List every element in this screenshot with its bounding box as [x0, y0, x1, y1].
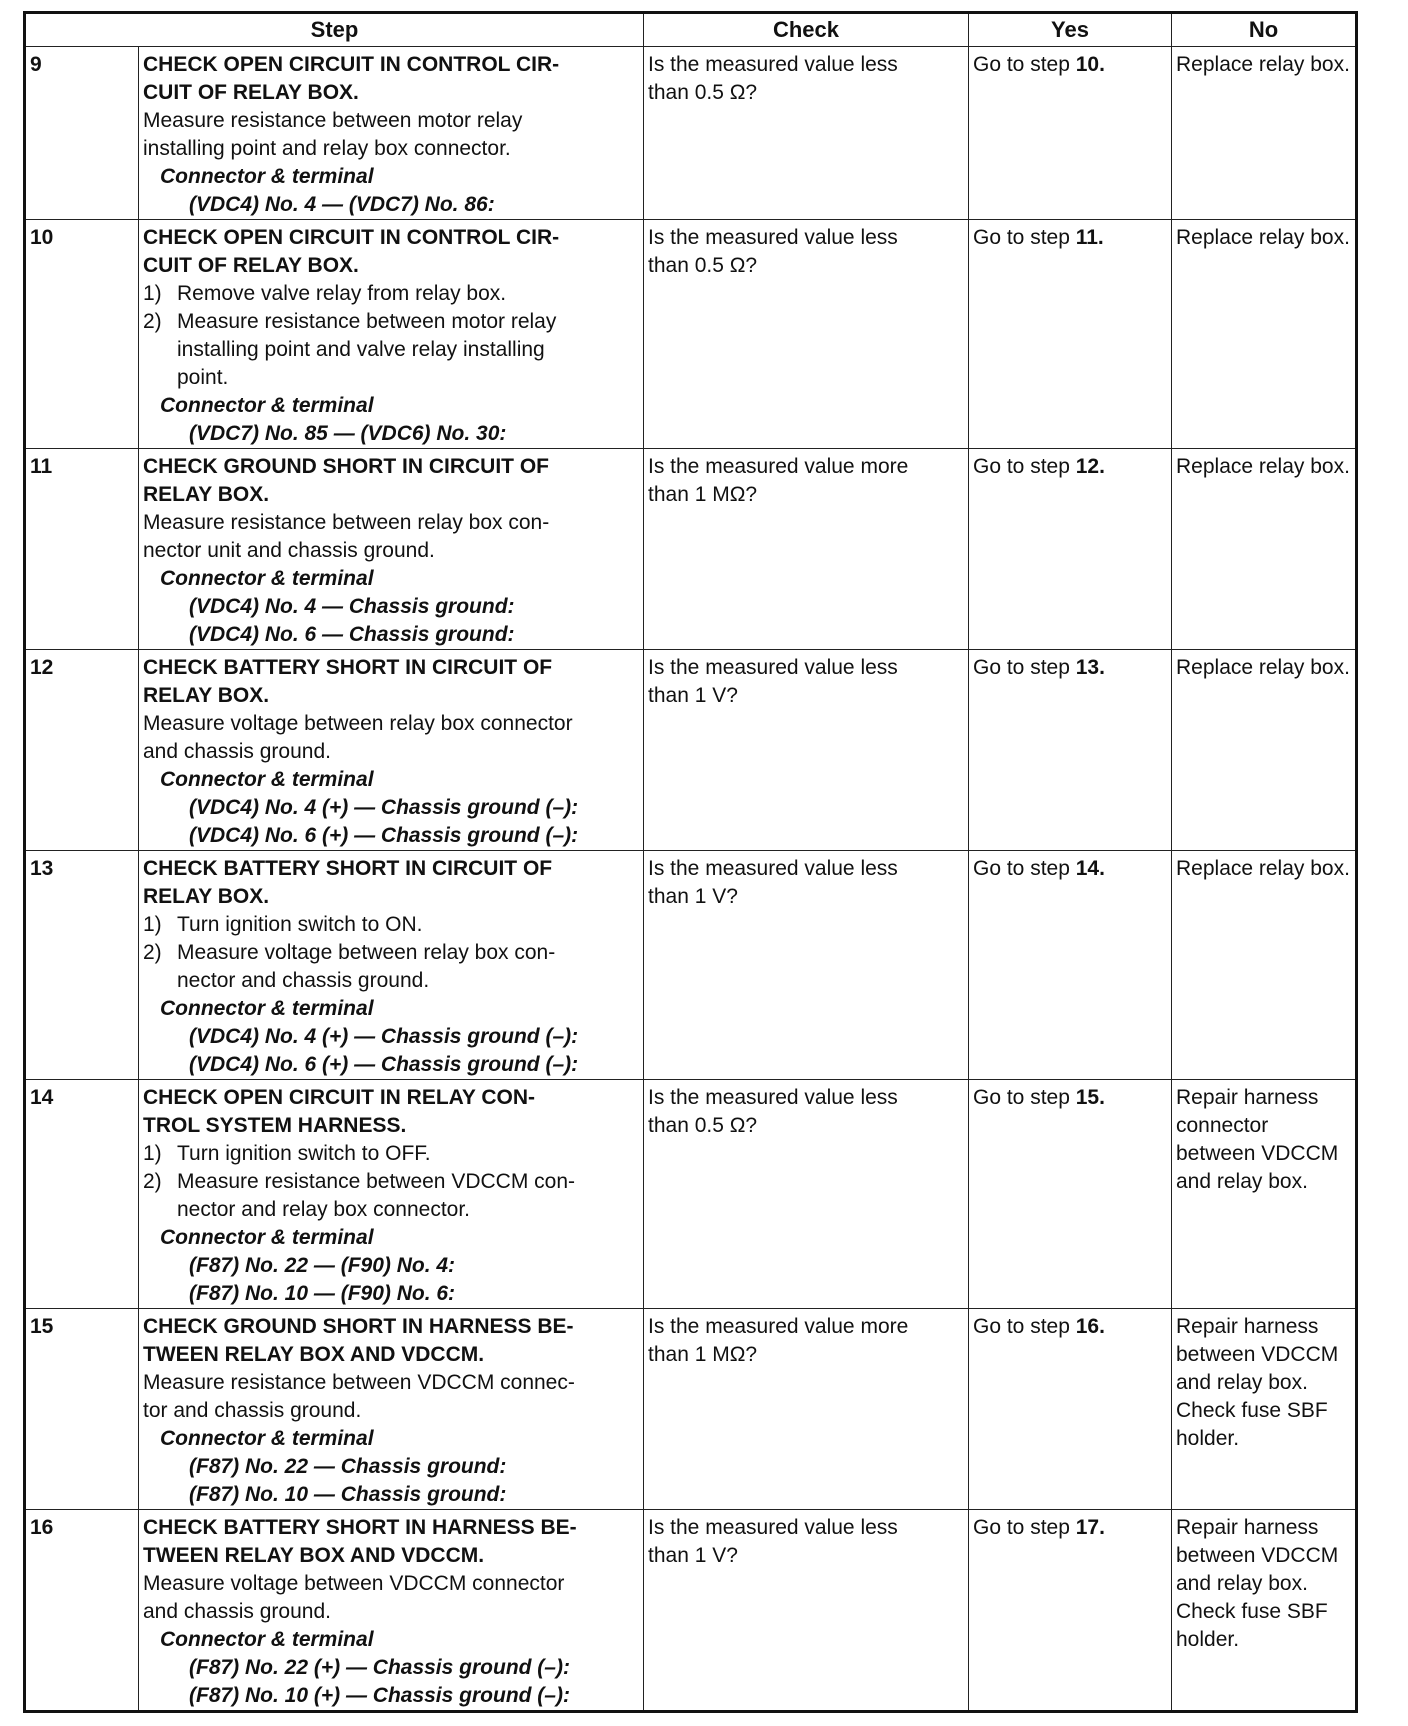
step-title-line: CUIT OF RELAY BOX.	[143, 254, 359, 277]
no-action-line: between VDCCM	[1176, 1343, 1339, 1366]
yes-cell	[969, 1309, 1172, 1510]
step-title-line: TROL SYSTEM HARNESS.	[143, 1114, 407, 1137]
no-action-line: between VDCCM	[1176, 1544, 1339, 1567]
step-title-line: CHECK OPEN CIRCUIT IN CONTROL CIR-	[143, 226, 560, 249]
step-number: 16	[25, 1510, 139, 1712]
substep-line	[143, 364, 639, 392]
step-title-line: TWEEN RELAY BOX AND VDCCM.	[143, 1343, 485, 1366]
step-number: 14	[25, 1080, 139, 1309]
substep-line	[143, 967, 639, 995]
step-title-line: RELAY BOX.	[143, 483, 270, 506]
no-cell	[1172, 1510, 1357, 1712]
connector-terminal-value: (VDC4) No. 6 (+) — Chassis ground (–):	[189, 824, 579, 847]
substep-text: point.	[177, 366, 229, 389]
header-yes: Yes	[969, 13, 1172, 47]
step-instruction-line: Measure resistance between VDCCM connec-	[143, 1371, 575, 1394]
connector-terminal-value: (VDC4) No. 4 — (VDC7) No. 86:	[189, 193, 495, 216]
check-question-line: Is the measured value less	[648, 1086, 898, 1109]
check-question-line: Is the measured value less	[648, 53, 898, 76]
no-cell	[1172, 1309, 1357, 1510]
check-question-line: Is the measured value less	[648, 226, 898, 249]
check-question-line: than 1 V?	[648, 684, 738, 707]
substep-text: Turn ignition switch to OFF.	[177, 1142, 431, 1165]
step-title-line: TWEEN RELAY BOX AND VDCCM.	[143, 1544, 485, 1567]
step-description	[139, 851, 644, 1080]
connector-terminal-value: (F87) No. 10 (+) — Chassis ground (–):	[189, 1684, 570, 1707]
yes-cell	[969, 220, 1172, 449]
check-question-line: Is the measured value more	[648, 1315, 909, 1338]
substep-text: installing point and valve relay installing	[177, 338, 545, 361]
check-question-line: than 0.5 Ω?	[648, 254, 758, 277]
substep-text: Turn ignition switch to ON.	[177, 913, 423, 936]
check-cell	[644, 650, 969, 851]
table-row	[25, 449, 1357, 650]
step-instruction-line: and chassis ground.	[143, 740, 331, 763]
yes-cell	[969, 650, 1172, 851]
connector-terminal-label: Connector & terminal	[160, 394, 374, 417]
table-row	[25, 1510, 1357, 1712]
yes-next-step: 15.	[1075, 1086, 1105, 1109]
connector-terminal-label: Connector & terminal	[160, 1427, 374, 1450]
yes-action-text: Go to step	[973, 226, 1076, 249]
connector-terminal-value: (VDC4) No. 4 (+) — Chassis ground (–):	[189, 796, 579, 819]
substep-line	[143, 1196, 639, 1224]
step-title-line: RELAY BOX.	[143, 885, 270, 908]
check-question-line: than 1 V?	[648, 1544, 738, 1567]
no-action-line: Check fuse SBF	[1176, 1399, 1328, 1422]
substep-line	[143, 911, 639, 939]
no-action-line: Replace relay box.	[1176, 455, 1350, 478]
table-body	[25, 47, 1357, 1712]
substep-number: 2)	[143, 941, 162, 964]
connector-terminal-value: (VDC4) No. 6 — Chassis ground:	[189, 623, 515, 646]
connector-terminal-value: (VDC7) No. 85 — (VDC6) No. 30:	[189, 422, 507, 445]
no-action-line: connector	[1176, 1114, 1269, 1137]
substep-text: Measure resistance between motor relay	[177, 310, 557, 333]
no-cell	[1172, 851, 1357, 1080]
step-number: 13	[25, 851, 139, 1080]
substep-text: Measure voltage between relay box con-	[177, 941, 556, 964]
step-title-line: CHECK BATTERY SHORT IN CIRCUIT OF	[143, 857, 553, 880]
connector-terminal-label: Connector & terminal	[160, 567, 374, 590]
no-action-line: Repair harness	[1176, 1086, 1319, 1109]
step-description	[139, 220, 644, 449]
table-row	[25, 47, 1357, 220]
step-number: 12	[25, 650, 139, 851]
step-title-line: CUIT OF RELAY BOX.	[143, 81, 359, 104]
connector-terminal-label: Connector & terminal	[160, 1628, 374, 1651]
yes-next-step: 10.	[1075, 53, 1105, 76]
yes-cell	[969, 1510, 1172, 1712]
connector-terminal-value: (VDC4) No. 4 (+) — Chassis ground (–):	[189, 1025, 579, 1048]
step-instruction-line: Measure resistance between motor relay	[143, 109, 523, 132]
substep-text: nector and relay box connector.	[177, 1198, 471, 1221]
check-cell	[644, 851, 969, 1080]
step-number: 11	[25, 449, 139, 650]
step-number: 9	[25, 47, 139, 220]
connector-terminal-value: (F87) No. 22 — Chassis ground:	[189, 1455, 507, 1478]
check-question-line: than 0.5 Ω?	[648, 81, 758, 104]
no-action-line: Replace relay box.	[1176, 226, 1350, 249]
no-action-line: Repair harness	[1176, 1516, 1319, 1539]
table-row	[25, 1080, 1357, 1309]
check-cell	[644, 220, 969, 449]
connector-terminal-label: Connector & terminal	[160, 997, 374, 1020]
step-title-line: CHECK GROUND SHORT IN CIRCUIT OF	[143, 455, 549, 478]
step-title-line: RELAY BOX.	[143, 684, 270, 707]
check-cell	[644, 1080, 969, 1309]
no-cell	[1172, 650, 1357, 851]
yes-action-text: Go to step	[973, 857, 1076, 880]
step-title-line: CHECK BATTERY SHORT IN CIRCUIT OF	[143, 656, 553, 679]
check-question-line: than 1 MΩ?	[648, 1343, 758, 1366]
check-question-line: Is the measured value more	[648, 455, 909, 478]
substep-line	[143, 336, 639, 364]
check-cell	[644, 1510, 969, 1712]
table-row	[25, 220, 1357, 449]
yes-next-step: 13.	[1075, 656, 1105, 679]
step-number: 15	[25, 1309, 139, 1510]
no-action-line: Check fuse SBF	[1176, 1600, 1328, 1623]
yes-cell	[969, 1080, 1172, 1309]
yes-action-text: Go to step	[973, 1516, 1076, 1539]
step-title-line: CHECK GROUND SHORT IN HARNESS BE-	[143, 1315, 574, 1338]
no-action-line: Replace relay box.	[1176, 857, 1350, 880]
check-question-line: than 1 V?	[648, 885, 738, 908]
header-check: Check	[644, 13, 969, 47]
substep-number: 1)	[143, 282, 162, 305]
substep-line	[143, 308, 639, 336]
check-cell	[644, 1309, 969, 1510]
check-cell	[644, 449, 969, 650]
table-row	[25, 851, 1357, 1080]
step-title-line: CHECK OPEN CIRCUIT IN RELAY CON-	[143, 1086, 536, 1109]
yes-cell	[969, 449, 1172, 650]
step-instruction-line: Measure voltage between VDCCM connector	[143, 1572, 565, 1595]
no-action-line: Repair harness	[1176, 1315, 1319, 1338]
step-instruction-line: tor and chassis ground.	[143, 1399, 362, 1422]
step-instruction-line: installing point and relay box connector.	[143, 137, 511, 160]
table-row	[25, 650, 1357, 851]
step-title-line: CHECK OPEN CIRCUIT IN CONTROL CIR-	[143, 53, 560, 76]
connector-terminal-value: (F87) No. 10 — Chassis ground:	[189, 1483, 507, 1506]
step-description	[139, 1510, 644, 1712]
yes-next-step: 12.	[1075, 455, 1105, 478]
connector-terminal-value: (F87) No. 22 (+) — Chassis ground (–):	[189, 1656, 570, 1679]
substep-number: 2)	[143, 310, 162, 333]
diagnostic-procedure-document	[23, 11, 1358, 1713]
check-question-line: Is the measured value less	[648, 1516, 898, 1539]
no-action-line: holder.	[1176, 1628, 1240, 1651]
no-cell	[1172, 449, 1357, 650]
substep-number: 1)	[143, 1142, 162, 1165]
check-question-line: than 1 MΩ?	[648, 483, 758, 506]
header-no: No	[1172, 13, 1357, 47]
substep-line	[143, 280, 639, 308]
yes-action-text: Go to step	[973, 1315, 1076, 1338]
header-step: Step	[25, 13, 644, 47]
step-description	[139, 1080, 644, 1309]
step-number: 10	[25, 220, 139, 449]
connector-terminal-value: (VDC4) No. 6 (+) — Chassis ground (–):	[189, 1053, 579, 1076]
substep-line	[143, 939, 639, 967]
no-action-line: and relay box.	[1176, 1170, 1308, 1193]
yes-cell	[969, 47, 1172, 220]
no-cell	[1172, 1080, 1357, 1309]
table-header-row	[25, 13, 1357, 47]
connector-terminal-label: Connector & terminal	[160, 165, 374, 188]
no-action-line: Replace relay box.	[1176, 656, 1350, 679]
no-action-line: Replace relay box.	[1176, 53, 1350, 76]
yes-action-text: Go to step	[973, 53, 1076, 76]
substep-text: Remove valve relay from relay box.	[177, 282, 507, 305]
substep-text: Measure resistance between VDCCM con-	[177, 1170, 575, 1193]
yes-action-text: Go to step	[973, 455, 1076, 478]
substep-line	[143, 1140, 639, 1168]
check-question-line: Is the measured value less	[648, 656, 898, 679]
connector-terminal-label: Connector & terminal	[160, 768, 374, 791]
no-cell	[1172, 220, 1357, 449]
table-row	[25, 1309, 1357, 1510]
no-action-line: holder.	[1176, 1427, 1240, 1450]
substep-number: 1)	[143, 913, 162, 936]
yes-action-text: Go to step	[973, 1086, 1076, 1109]
check-question-line: than 0.5 Ω?	[648, 1114, 758, 1137]
connector-terminal-value: (VDC4) No. 4 — Chassis ground:	[189, 595, 515, 618]
substep-number: 2)	[143, 1170, 162, 1193]
step-description	[139, 449, 644, 650]
no-action-line: and relay box.	[1176, 1371, 1308, 1394]
substep-line	[143, 1168, 639, 1196]
step-description	[139, 650, 644, 851]
no-cell	[1172, 47, 1357, 220]
substep-text: nector and chassis ground.	[177, 969, 430, 992]
step-instruction-line: Measure resistance between relay box con-	[143, 511, 550, 534]
yes-next-step: 17.	[1075, 1516, 1105, 1539]
step-description	[139, 47, 644, 220]
connector-terminal-value: (F87) No. 10 — (F90) No. 6:	[189, 1282, 456, 1305]
step-instruction-line: nector unit and chassis ground.	[143, 539, 435, 562]
yes-cell	[969, 851, 1172, 1080]
yes-action-text: Go to step	[973, 656, 1076, 679]
step-description	[139, 1309, 644, 1510]
check-cell	[644, 47, 969, 220]
yes-next-step: 14.	[1075, 857, 1105, 880]
no-action-line: between VDCCM	[1176, 1142, 1339, 1165]
check-question-line: Is the measured value less	[648, 857, 898, 880]
yes-next-step: 11.	[1075, 226, 1104, 249]
step-instruction-line: and chassis ground.	[143, 1600, 331, 1623]
step-instruction-line: Measure voltage between relay box connector	[143, 712, 573, 735]
connector-terminal-value: (F87) No. 22 — (F90) No. 4:	[189, 1254, 456, 1277]
yes-next-step: 16.	[1075, 1315, 1105, 1338]
connector-terminal-label: Connector & terminal	[160, 1226, 374, 1249]
diagnostic-steps-table	[23, 11, 1358, 1713]
step-title-line: CHECK BATTERY SHORT IN HARNESS BE-	[143, 1516, 577, 1539]
no-action-line: and relay box.	[1176, 1572, 1308, 1595]
